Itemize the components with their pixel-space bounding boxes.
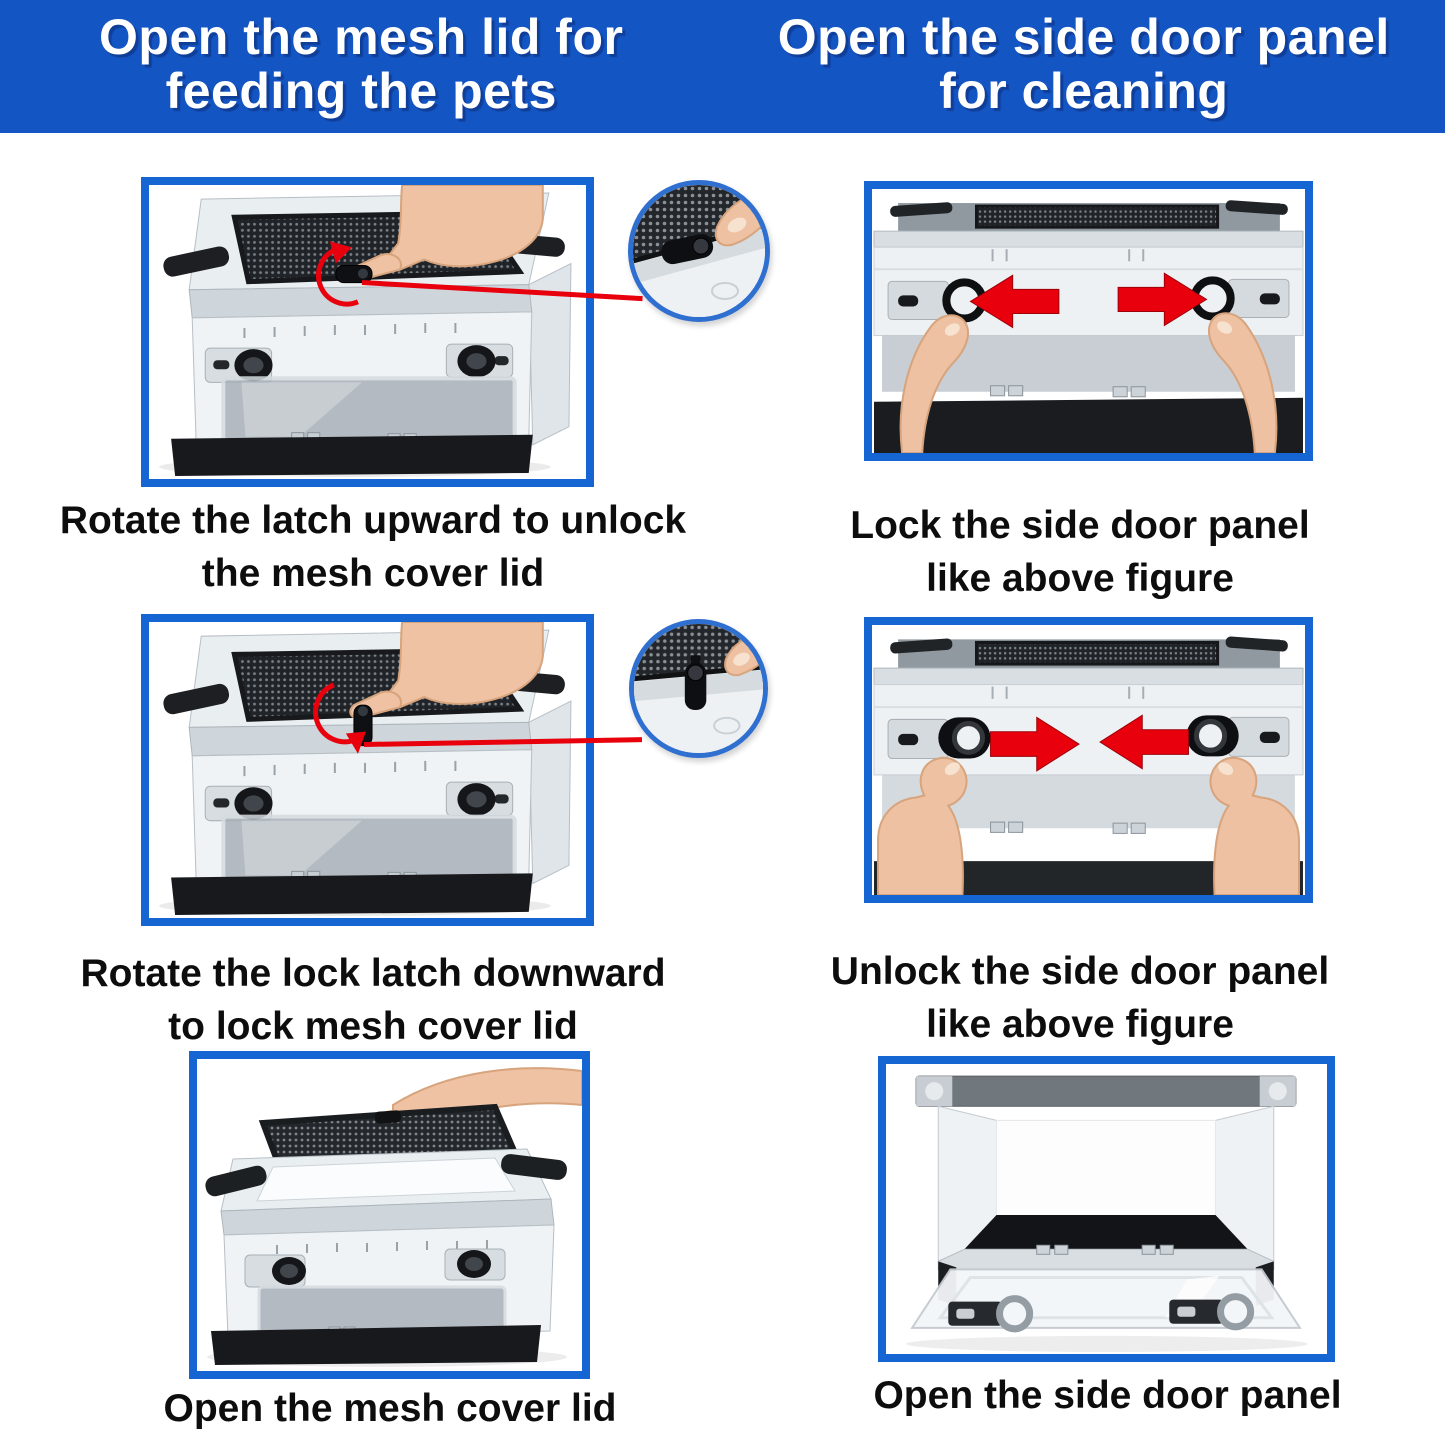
header-title-side-door [723,0,1445,133]
black-base [211,1325,541,1365]
black-floor [964,1215,1247,1249]
caption-line: like above figure [926,1003,1234,1046]
photo-lock-side-door [864,181,1313,461]
black-base [171,873,533,915]
caption-line: the mesh cover lid [201,552,545,595]
header-title-mesh-lid [0,0,723,133]
caption-line: Rotate the lock latch downward [80,952,666,995]
caption-line: Rotate the latch upward to unlock [59,499,687,542]
header-title-left-line2: feeding the pets [165,63,557,119]
door-ring-latch-left [948,1299,1029,1329]
caption-line: Lock the side door panel [850,504,1310,547]
front-ring-knob-right [446,782,512,815]
caption-rotate-latch-unlock [20,494,726,600]
black-base [171,435,533,476]
zoom-callout-circle-latch-horizontal [628,180,770,322]
lock-ring-left [888,281,982,319]
photo-rotate-latch-unlock [141,177,594,487]
door-ring-latch-right [1169,1297,1250,1327]
lock-ring-left [888,717,990,758]
header-title-right-line2: for cleaning [939,63,1229,119]
front-ring-knob-left [245,1255,306,1287]
lock-ring-right [1186,715,1288,756]
front-ring-knob-right [446,344,512,377]
header-banner [0,0,1445,133]
side-door-open [912,1269,1300,1328]
header-title-left-line1: Open the mesh lid for [99,9,624,65]
photo-rotate-latch-lock [141,614,594,926]
photo-open-side-door [878,1056,1335,1362]
terrarium-box-open-top [204,1149,568,1365]
caption-line: Unlock the side door panel [830,950,1330,993]
lock-ring-right [1194,279,1288,317]
zoom-callout-circle-latch-vertical [629,619,768,758]
top-bar [916,1076,1296,1106]
photo-unlock-side-door [864,617,1313,903]
caption-line: like above figure [926,557,1234,600]
caption-unlock-side-door [770,945,1390,1051]
caption-open-mesh-lid [37,1382,743,1432]
header-title-right-line1: Open the side door panel [777,9,1390,65]
photo-open-mesh-lid [189,1051,590,1379]
back-wall [997,1120,1216,1225]
caption-open-side-door [780,1369,1435,1422]
caption-line: to lock mesh cover lid [168,1005,578,1048]
front-ring-knob-right [445,1249,505,1280]
caption-line: Open the mesh cover lid [163,1387,617,1430]
caption-rotate-latch-lock [20,947,726,1053]
black-base [874,398,1303,453]
caption-line: Open the side door panel [873,1374,1342,1417]
caption-lock-side-door [770,499,1390,605]
front-glass-door [259,1287,505,1333]
